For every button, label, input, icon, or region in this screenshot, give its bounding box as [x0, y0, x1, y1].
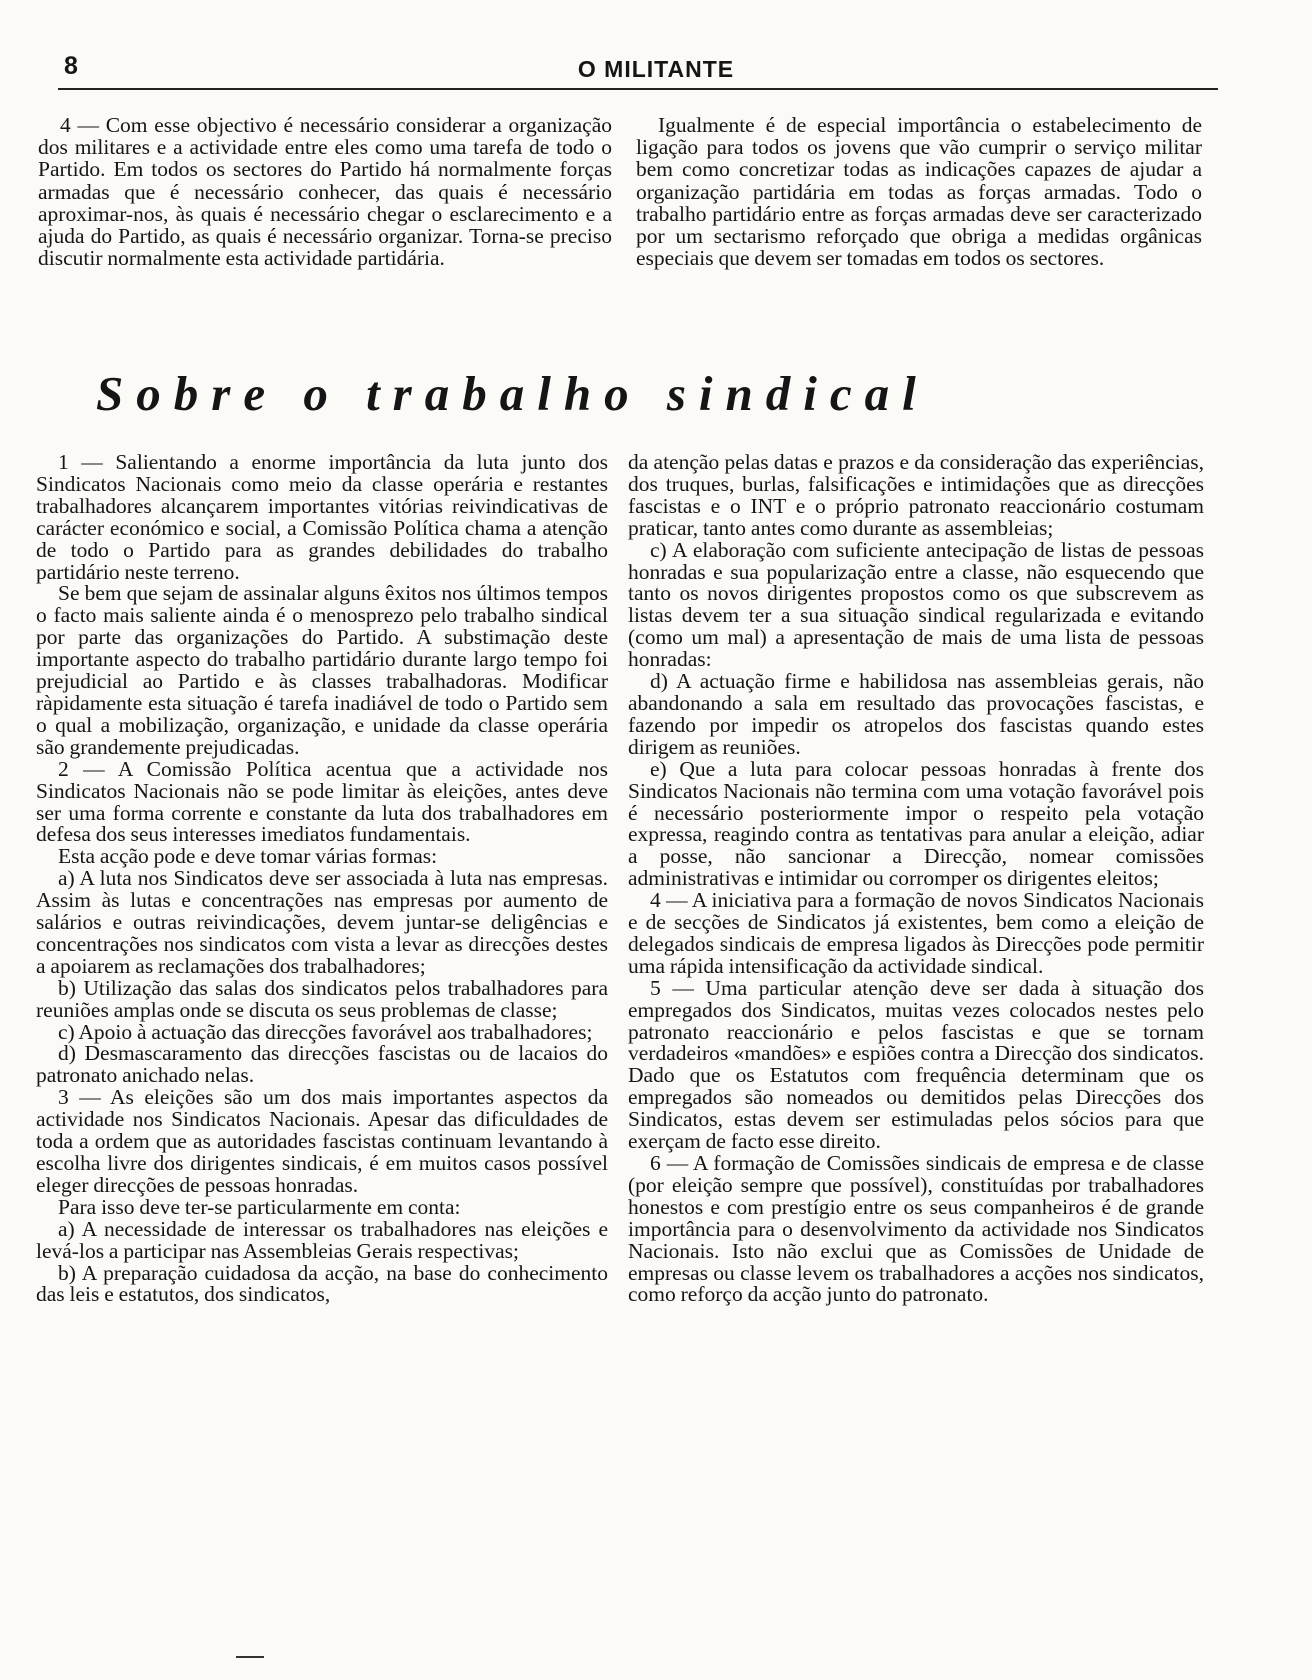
list-item: a) A luta nos Sindicatos deve ser associada à luta nas empresas. Assim às lutas e concentrações nas empresas por aumento de salários e outras reivindicações, devem juntar-se deligências e concentrações nos sindicatos com vista a levar as direcções destes a apoiarem as reclamações dos trabalhadores; [36, 866, 608, 978]
print-mark [236, 1656, 264, 1662]
paragraph: 1 — Salientando a enorme importância da luta junto dos Sindicatos Nacionais como meio da classe operária e restantes trabalhadores alcançarem importantes vitórias reivindicativas de carácter económico e social, a Comissão Política chama a atenção de todo o Partido para as grandes debilidades do trabalho partidário neste terreno. [36, 450, 608, 584]
paragraph: 4 — A iniciativa para a formação de novos Sindicatos Nacionais e de secções de Sindicatos já existentes, bem como a eleição de delegados sindicais de empresa ligados às Direcções pode permitir uma rápida intensificação da actividade sindical. [628, 888, 1204, 978]
paragraph: Igualmente é de especial importância o estabelecimento de ligação para todos os jovens que vão cumprir o serviço militar bem como concretizar todas as indicações capazes de ajudar a organização partidária em todas as forças armadas. Todo o trabalho partidário entre as forças armadas deve ser caracterizado por um sectarismo reforçado que obriga a medidas orgânicas especiais que devem ser tomadas em todos os sectores. [636, 113, 1202, 271]
article-right-column [628, 452, 1204, 1306]
top-right-column [636, 114, 1202, 269]
list-item: d) Desmascaramento das direcções fascistas ou de lacaios do patronato anichado nelas. [36, 1041, 608, 1088]
list-item: a) A necessidade de interessar os trabalhadores nas eleições e levá-los a participar nas Assembleias Gerais respectivas; [36, 1216, 608, 1263]
header-rule [58, 88, 1218, 90]
paragraph: 4 — Com esse objectivo é necessário considerar a organização dos militares e a actividade entre eles como uma tarefa de todo o Partido. Em todos os sectores do Partido há normalmente forças armadas que é necessário conhecer, das quais é necessário aproximar-nos, às quais é necessário chegar o esclarecimento e a ajuda do Partido, as quais é necessário organizar. Torna-se preciso discutir normalmente esta actividade partidária. [38, 113, 612, 271]
page-number: 8 [64, 52, 78, 80]
paragraph: 6 — A formação de Comissões sindicais de empresa e de classe (por eleição sempre que possível), constituídas por trabalhadores honestos e com prestígio entre os seus companheiros é de grande importância para o desenvolvimento da actividade nos Sindicatos Nacionais. Isto não exclui que as Comissões de Unidade de empresas ou classe levem os trabalhadores a acções nos sindicatos, como reforço da acção junto do patronato. [628, 1151, 1204, 1307]
paragraph: da atenção pelas datas e prazos e da consideração das experiências, dos truques, burlas, falsificações e intimidações que as direcções fascistas e o INT e o próprio patronato reaccionário costumam praticar, tanto antes como durante as assembleias; [628, 450, 1204, 540]
paragraph: Para isso deve ter-se particularmente em conta: [58, 1194, 461, 1219]
article-left-column [36, 452, 608, 1306]
list-item: e) Que a luta para colocar pessoas honradas à frente dos Sindicatos Nacionais não termina com uma votação favorável pois é necessário posteriormente impor o respeito pela votação expressa, reagindo contra as tentativas para anular a eleição, adiar a posse, não sancionar a Direcção, nomear comissões administrativas e intimidar ou corromper os dirigentes eleitos; [628, 756, 1204, 891]
list-item: b) Utilização das salas dos sindicatos pelos trabalhadores para reuniões amplas onde se discuta os seus problemas de classe; [36, 975, 608, 1022]
top-left-column [38, 114, 612, 269]
journal-title: O MILITANTE [577, 56, 735, 82]
list-item: c) Apoio à actuação das direcções favorável aos trabalhadores; [58, 1019, 593, 1044]
paragraph: 5 — Uma particular atenção deve ser dada à situação dos empregados dos Sindicatos, muitas vezes colocados nestes pelo patronato reaccionário e pelos fascistas e que se tornam verdadeiros «mandões» e espiões contra a Direcção dos sindicatos. Dado que os Estatutos com frequência determinam que os empregados são nomeados ou demitidos pelas Direcções dos Sindicatos, estas devem ser estimuladas pelos sócios para que exerçam de facto esse direito. [628, 975, 1204, 1154]
list-item: d) A actuação firme e habilidosa nas assembleias gerais, não abandonando a sala em resultado das provocações fascistas, e fazendo por impedir os atropelos dos fascistas quando estes dirigem as reuniões. [628, 669, 1204, 759]
list-item: b) A preparação cuidadosa da acção, na base do conhecimento das leis e estatutos, dos sindicatos, [36, 1260, 608, 1307]
paragraph: 3 — As eleições são um dos mais importantes aspectos da actividade nos Sindicatos Nacionais. Apesar das dificuldades de toda a ordem que as autoridades fascistas continuam levantando à escolha livre dos dirigentes sindicais, é em muitos casos possível eleger direcções de pessoas honradas. [36, 1085, 608, 1197]
paragraph: 2 — A Comissão Política acentua que a actividade nos Sindicatos Nacionais não se pode limitar às eleições, antes deve ser uma forma corrente e constante da luta dos trabalhadores em defesa dos seus interesses imediatos fundamentais. [36, 756, 608, 847]
list-item: c) A elaboração com suficiente antecipação de listas de pessoas honradas e sua popularização entre a classe, não esquecendo que tanto os novos dirigentes propostos como os que subscrevem as listas devem ter a sua situação sindical regularizada e evitando (como um mal) a apresentação de mais de uma lista de pessoas honradas: [628, 537, 1204, 672]
article-heading: Sobre o trabalho sindical [96, 366, 929, 421]
paragraph: Esta acção pode e deve tomar várias formas: [58, 844, 438, 869]
paragraph: Se bem que sejam de assinalar alguns êxitos nos últimos tempos o facto mais saliente ainda é o menosprezo pelo trabalho sindical por parte das organizações do Partido. A substimação deste importante aspecto do trabalho partidário durante largo tempo foi prejudicial ao Partido e às classes trabalhadoras. Modificar ràpidamente esta situação é tarefa inadiável de todo o Partido sem o qual a mobilização, organização, e unidade da classe operária são grandemente prejudicadas. [36, 581, 608, 759]
